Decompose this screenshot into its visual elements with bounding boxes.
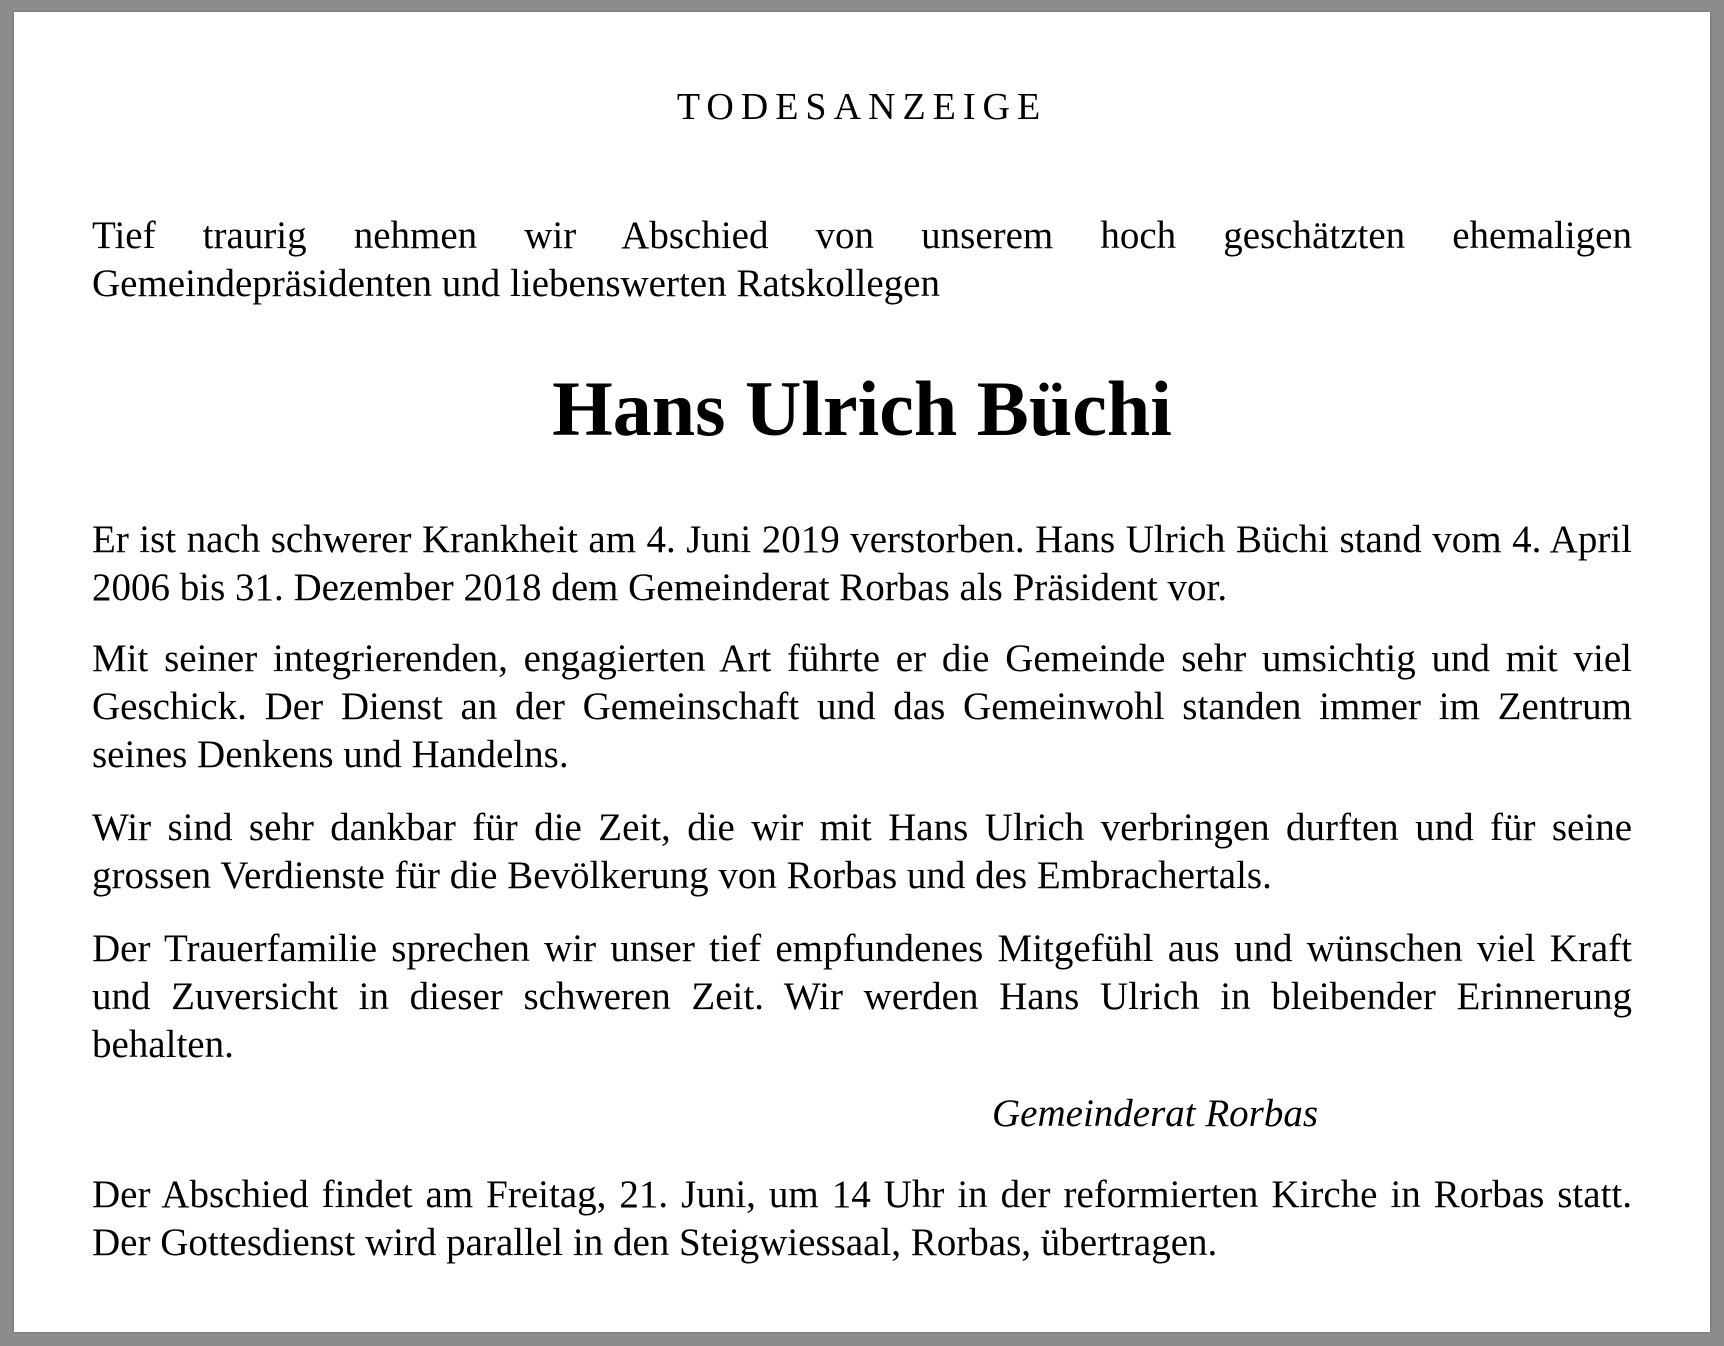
deceased-name: Hans Ulrich Büchi <box>552 365 1172 452</box>
intro-paragraph: Tief traurig nehmen wir Abschied von unserem hoch geschätzten ehemaligen Gemeindepräsidenten und liebenswerten Ratskollegen <box>92 214 1632 305</box>
document-heading: TODESANZEIGE <box>676 86 1048 128</box>
document-page <box>14 12 1710 1332</box>
body-paragraph-2: Mit seiner integrierenden, engagierten Art führte er die Gemeinde sehr umsichtig und mit viel Geschick. Der Dienst an der Gemeinschaft und das Gemeinwohl standen immer im Zentrum seines Denkens und Handelns. <box>92 637 1632 776</box>
farewell-paragraph: Der Abschied findet am Freitag, 21. Juni, um 14 Uhr in der reformierten Kirche in Rorbas statt. Der Gottesdienst wird parallel in den Steigwiessaal, Rorbas, übertragen. <box>92 1173 1632 1264</box>
body-paragraph-4: Der Trauerfamilie sprechen wir unser tief empfundenes Mitgefühl aus und wünschen viel Kraft und Zuversicht in dieser schweren Zeit. Wir werden Hans Ulrich in bleibender Erinnerung behalten. <box>92 927 1632 1066</box>
signature: Gemeinderat Rorbas <box>992 1092 1319 1135</box>
body-paragraph-1: Er ist nach schwerer Krankheit am 4. Juni 2019 verstorben. Hans Ulrich Büchi stand vom 4. April 2006 bis 31. Dezember 2018 dem Gemeinderat Rorbas als Präsident vor. <box>92 518 1632 609</box>
body-paragraph-3: Wir sind sehr dankbar für die Zeit, die wir mit Hans Ulrich verbringen durften und für seine grossen Verdienste für die Bevölkerung von Rorbas und des Embrachertals. <box>92 806 1632 897</box>
